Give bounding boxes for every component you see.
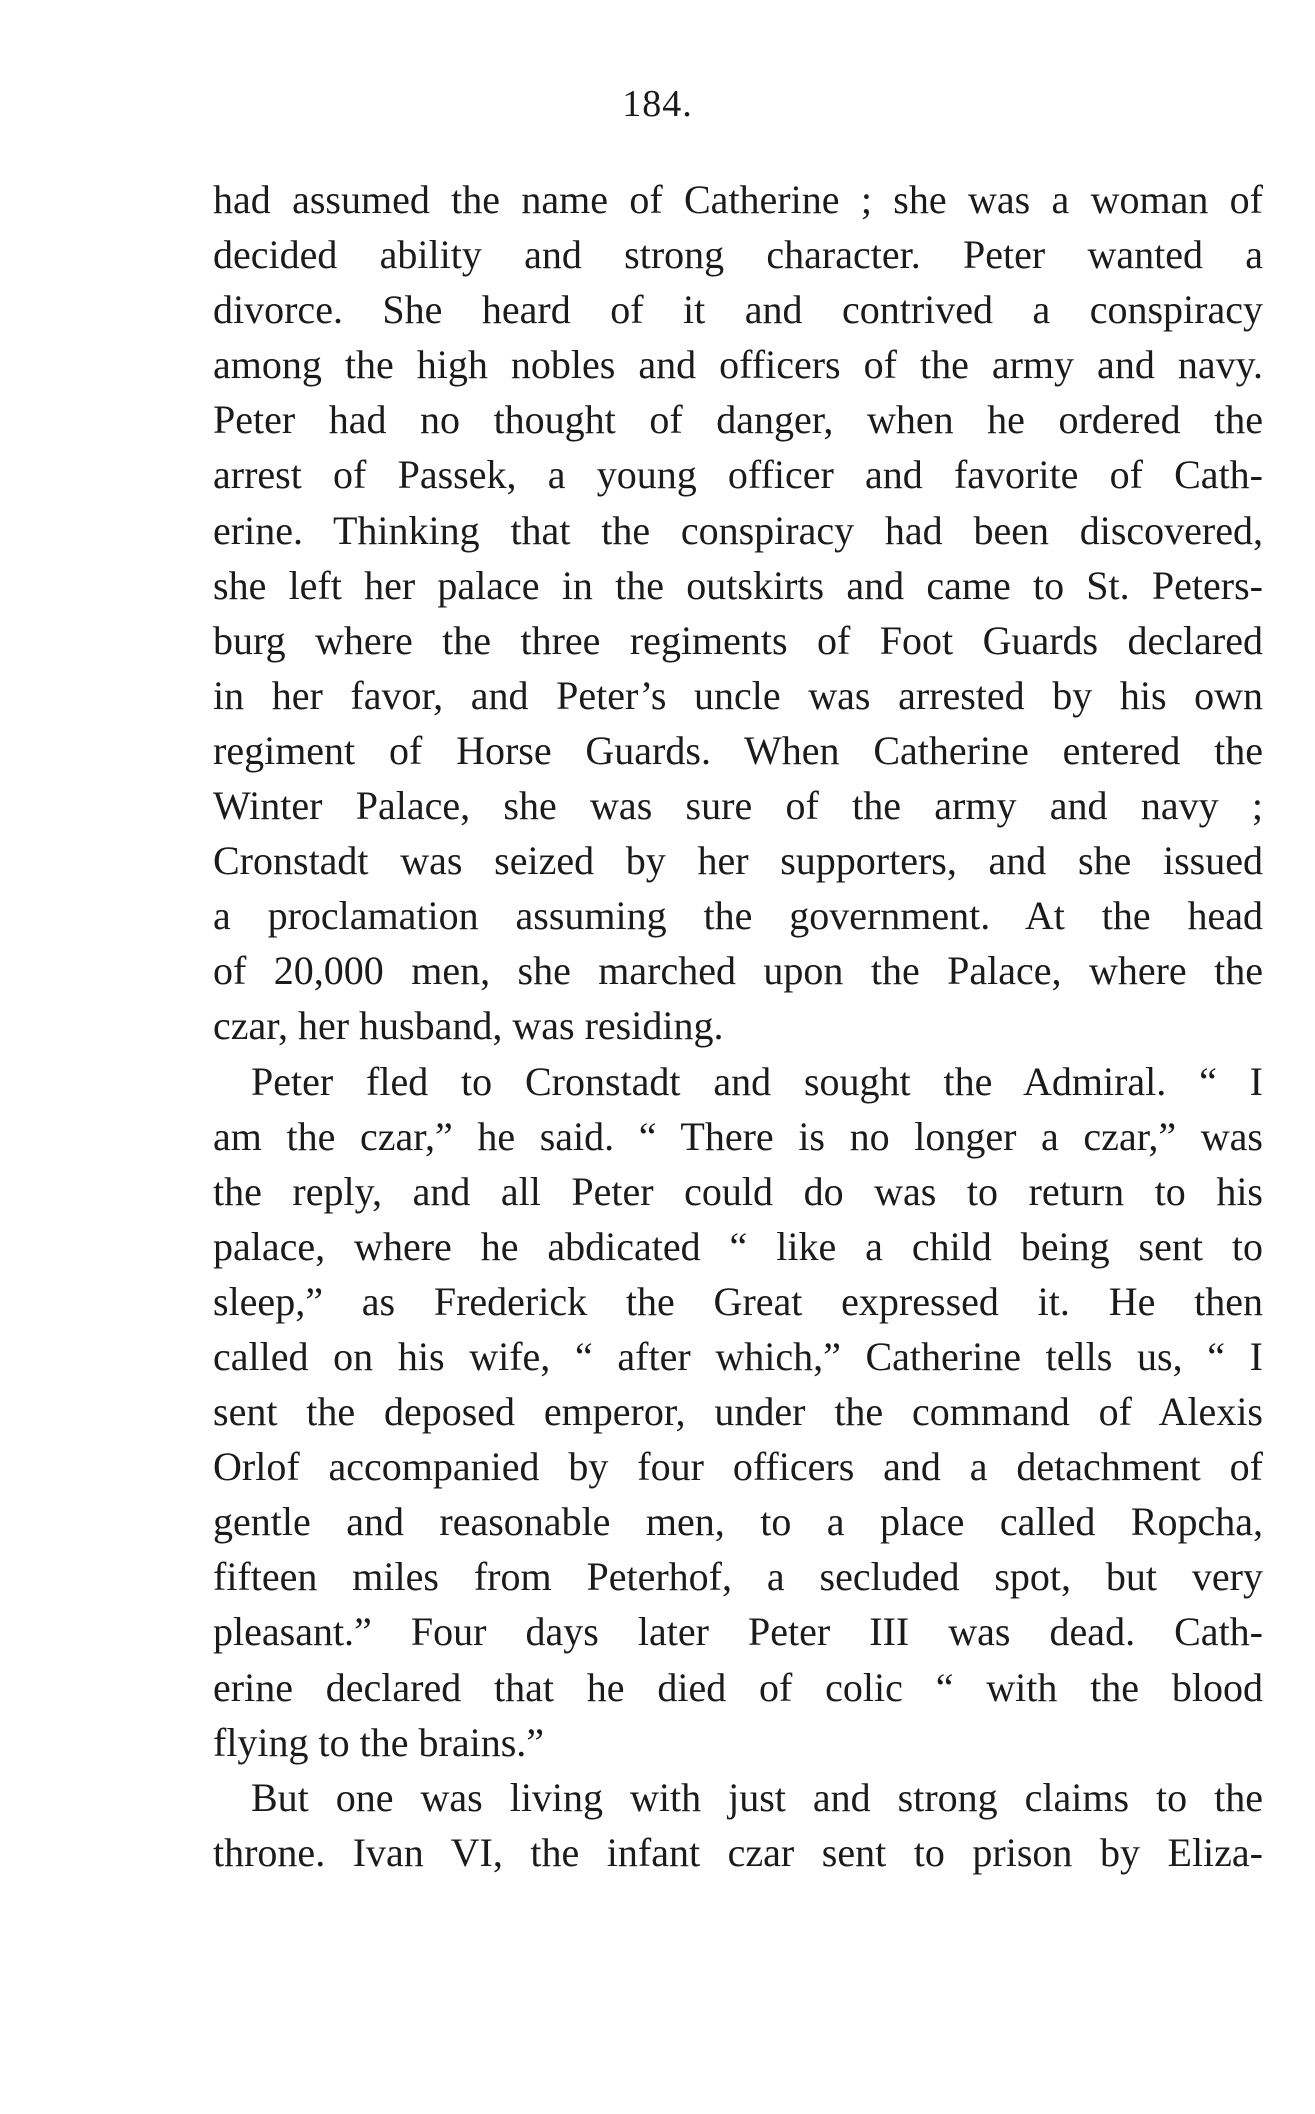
text-line: sleep,” as Frederick the Great expressed it. He then — [213, 1278, 1263, 1324]
text-line: a proclamation assuming the government. At the head — [213, 893, 1263, 939]
text-line: pleasant.” Four days later Peter III was dead. Cath- — [213, 1609, 1263, 1655]
text-line: had assumed the name of Catherine ; she was a woman of — [213, 177, 1263, 222]
text-line: in her favor, and Peter’s uncle was arrested by his own — [213, 672, 1263, 718]
text-line: erine declared that he died of colic “ with the blood — [213, 1664, 1263, 1710]
text-line: Peter fled to Cronstadt and sought the Admiral. “ I — [251, 1058, 1263, 1104]
text-line: arrest of Passek, a young officer and favorite of Cath- — [213, 452, 1263, 498]
text-line: regiment of Horse Guards. When Catherine entered the — [213, 727, 1263, 773]
text-line: flying to the brains.” — [213, 1719, 545, 1765]
text-line: am the czar,” he said. “ There is no longer a czar,” was — [213, 1113, 1263, 1159]
paragraph-3 — [213, 1770, 1263, 1880]
text-line: Peter had no thought of danger, when he ordered the — [213, 397, 1263, 443]
text-line: she left her palace in the outskirts and came to St. Peters- — [213, 562, 1263, 608]
text-line: But one was living with just and strong claims to the — [251, 1774, 1263, 1820]
text-line: the reply, and all Peter could do was to return to his — [213, 1168, 1263, 1214]
text-line: decided ability and strong character. Peter wanted a — [213, 232, 1263, 278]
text-line: czar, her husband, was residing. — [213, 1003, 724, 1049]
text-line: sent the deposed emperor, under the command of Alexis — [213, 1389, 1263, 1435]
text-line: Orlof accompanied by four officers and a detachment of — [213, 1444, 1263, 1490]
text-line: Winter Palace, she was sure of the army and navy ; — [213, 783, 1263, 829]
text-body — [213, 172, 1263, 1880]
text-line: of 20,000 men, she marched upon the Palace, where the — [213, 948, 1263, 994]
text-line: among the high nobles and officers of the army and navy. — [213, 342, 1263, 388]
text-line: palace, where he abdicated “ like a child being sent to — [213, 1223, 1263, 1269]
text-line: Cronstadt was seized by her supporters, and she issued — [213, 838, 1263, 884]
text-line: gentle and reasonable men, to a place called Ropcha, — [213, 1499, 1263, 1545]
text-line: called on his wife, “ after which,” Catherine tells us, “ I — [213, 1333, 1263, 1379]
text-line: fifteen miles from Peterhof, a secluded spot, but very — [213, 1554, 1263, 1600]
text-line: throne. Ivan VI, the infant czar sent to prison by Eliza- — [213, 1829, 1263, 1875]
text-line: erine. Thinking that the conspiracy had been discovered, — [213, 507, 1263, 553]
page-number: 184. — [622, 83, 693, 125]
text-line: burg where the three regiments of Foot Guards declared — [213, 617, 1263, 663]
text-line: divorce. She heard of it and contrived a conspiracy — [213, 287, 1263, 333]
paragraph-2 — [213, 1054, 1263, 1770]
paragraph-1 — [213, 172, 1263, 1054]
